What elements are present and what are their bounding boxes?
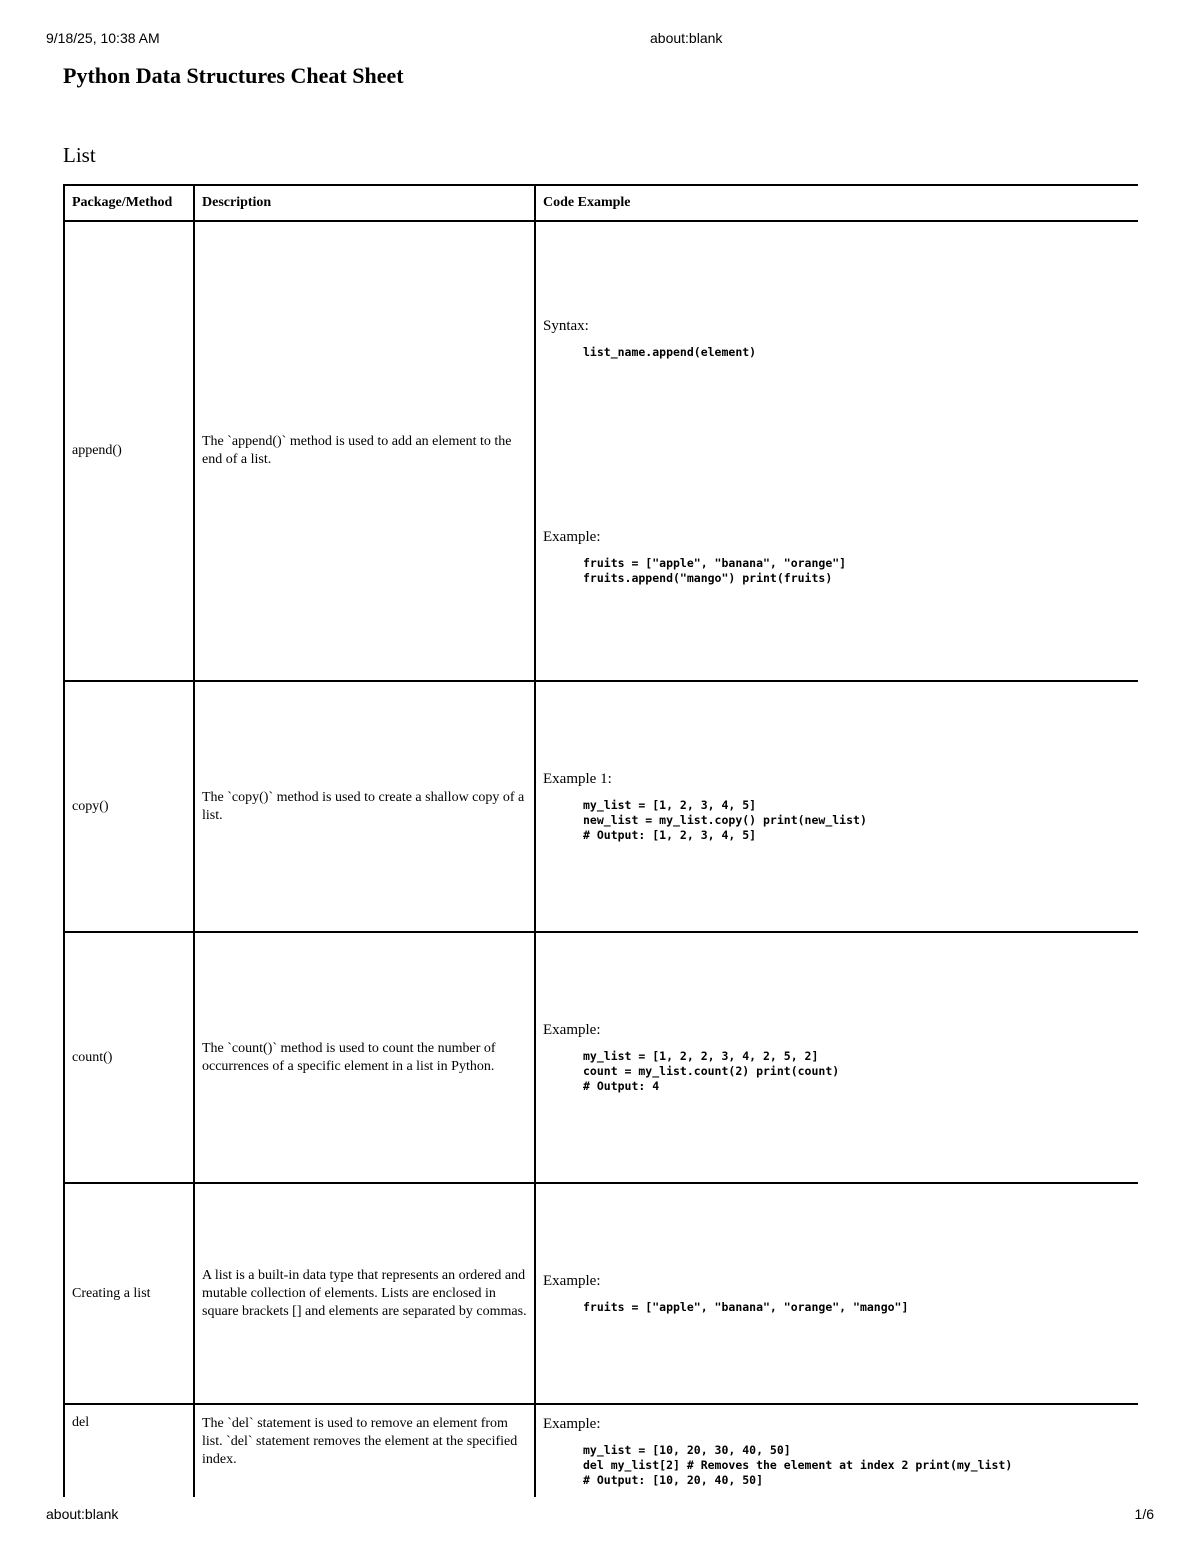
method-description: A list is a built-in data type that represents an ordered and mutable collection of elements. Lists are enclosed in square brackets [] and elements are separated by commas.	[194, 1183, 535, 1404]
table-row	[64, 932, 1138, 1183]
method-name: copy()	[64, 681, 194, 932]
header-package-method: Package/Method	[64, 185, 194, 221]
method-name: del	[64, 1404, 194, 1497]
document-title: Python Data Structures Cheat Sheet	[63, 63, 404, 88]
code-example-cell	[535, 1404, 1138, 1497]
code-example-cell	[535, 932, 1138, 1183]
method-description: The `copy()` method is used to create a shallow copy of a list.	[194, 681, 535, 932]
print-footer	[46, 1506, 1154, 1526]
table-row	[64, 1404, 1138, 1497]
method-name: count()	[64, 932, 194, 1183]
print-datetime: 9/18/25, 10:38 AM	[46, 30, 160, 46]
code-example-cell	[535, 681, 1138, 932]
method-description: The `del` statement is used to remove an element from list. `del` statement removes the element at the specified index.	[194, 1404, 535, 1497]
table-header-row	[64, 185, 1138, 221]
code-block: list_name.append(element)	[583, 344, 757, 359]
section-title-list: List	[63, 143, 96, 167]
code-label: Example:	[543, 1416, 601, 1432]
code-example-cell	[535, 1183, 1138, 1404]
header-description: Description	[194, 185, 535, 221]
code-label: Syntax:	[543, 317, 589, 334]
table-row	[64, 681, 1138, 932]
table-row	[64, 1183, 1138, 1404]
methods-table	[63, 184, 1138, 1497]
header-code-example: Code Example	[535, 185, 1138, 221]
code-block: fruits = ["apple", "banana", "orange"] fruits.append("mango") print(fruits)	[583, 555, 847, 585]
code-block: my_list = [1, 2, 2, 3, 4, 2, 5, 2] count = my_list.count(2) print(count) # Output: 4	[583, 1049, 840, 1093]
code-label: Example 1:	[543, 771, 612, 787]
code-label: Example:	[543, 1273, 601, 1289]
table-row	[64, 221, 1138, 681]
method-description: The `append()` method is used to add an element to the end of a list.	[194, 221, 535, 681]
method-name: Creating a list	[64, 1183, 194, 1404]
code-example-cell	[535, 221, 1138, 681]
code-block: fruits = ["apple", "banana", "orange", "mango"]	[583, 1300, 909, 1314]
footer-url: about:blank	[46, 1506, 119, 1522]
code-label: Example:	[543, 1022, 601, 1038]
method-description: The `count()` method is used to count the number of occurrences of a specific element in a list in Python.	[194, 932, 535, 1183]
methods-table-container	[63, 184, 1138, 1497]
print-url: about:blank	[650, 30, 723, 46]
page-number: 1/6	[1134, 1506, 1154, 1522]
code-label: Example:	[543, 528, 601, 545]
code-block: my_list = [1, 2, 3, 4, 5] new_list = my_list.copy() print(new_list) # Output: [1, 2, 3, 4, 5]	[583, 798, 867, 842]
code-block: my_list = [10, 20, 30, 40, 50] del my_list[2] # Removes the element at index 2 print(my_list) # Output: [10, 20, 40, 50]	[583, 1443, 1013, 1487]
method-name: append()	[64, 221, 194, 681]
print-header	[46, 30, 1154, 50]
